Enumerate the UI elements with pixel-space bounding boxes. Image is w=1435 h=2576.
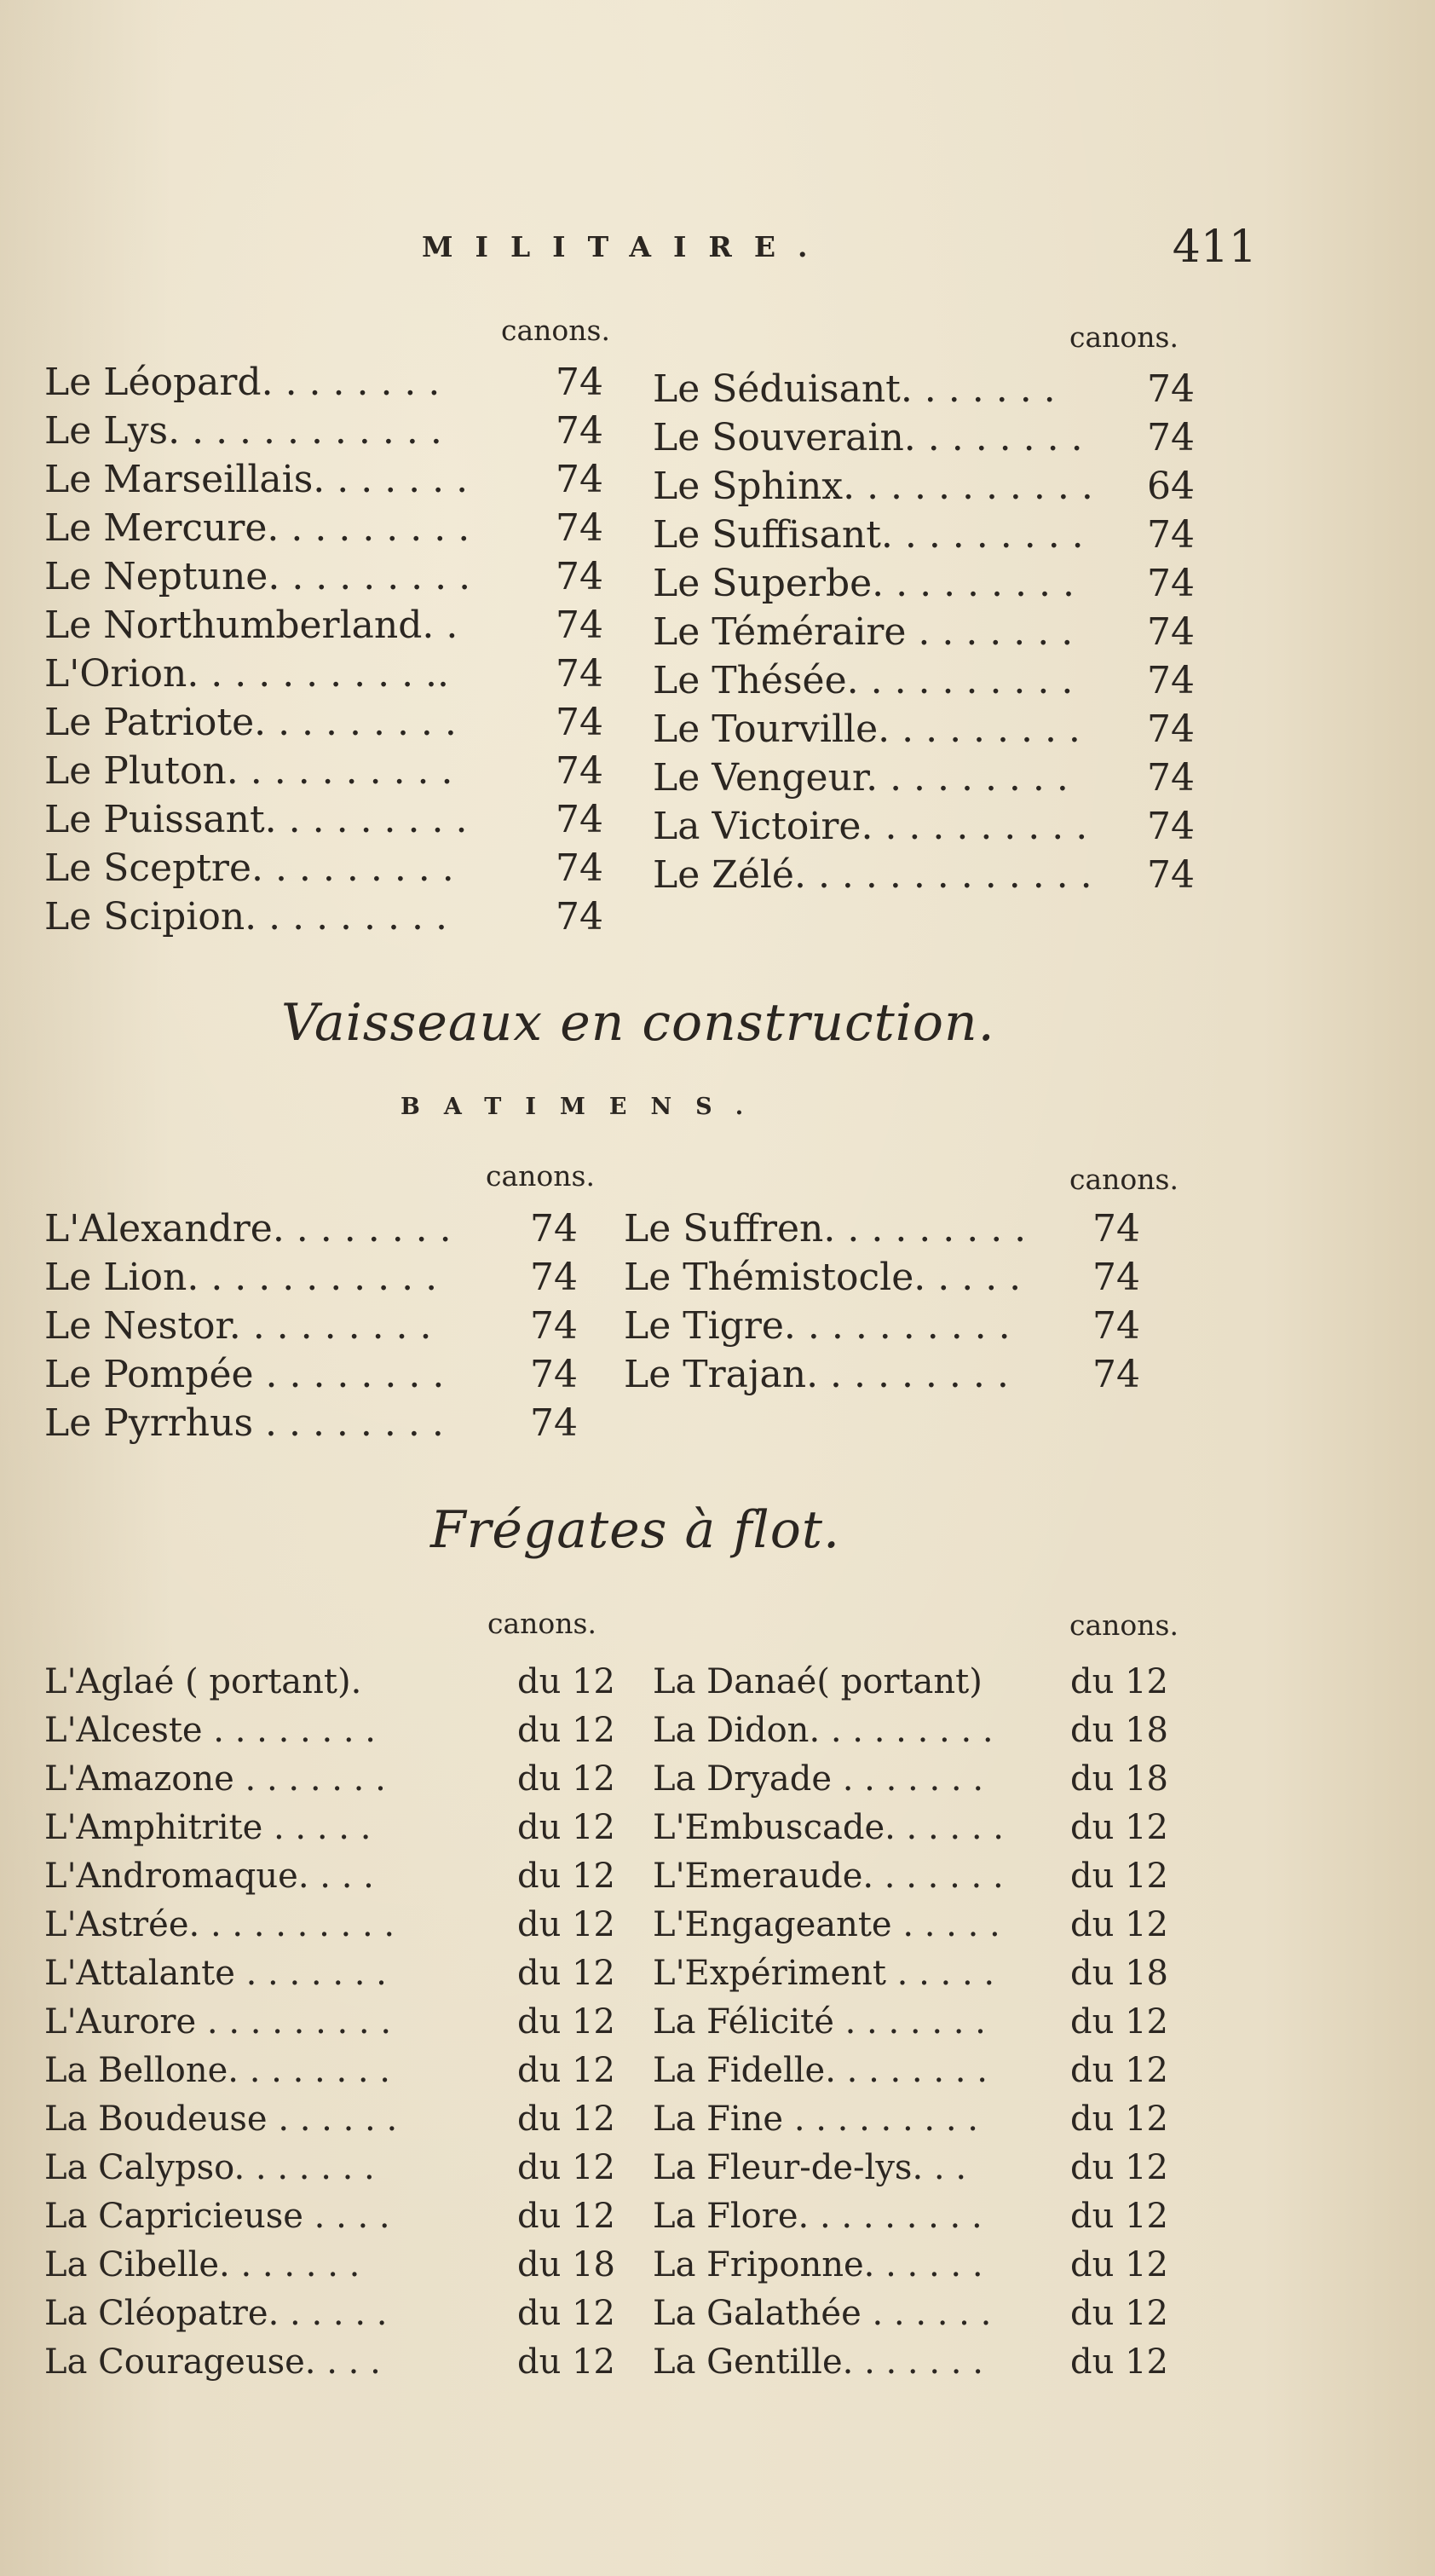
list-item [44,1350,624,1399]
ship-guns: du 12 [517,1905,615,1944]
ship-name: La Cibelle. . . . . . . [44,2245,360,2284]
ship-name: Le Marseillais. . . . . . . [44,458,469,501]
list-item [653,2338,1207,2387]
list-item [44,1755,641,1804]
vaisseaux-right-list [653,365,1198,899]
ship-guns: 74 [556,506,603,550]
col-head-canons-left-3: canons. [487,1607,596,1640]
fregates-right-list [653,1658,1207,2387]
list-item [653,2047,1207,2095]
construction-right-list [624,1204,1169,1399]
ship-name: Le Vengeur. . . . . . . . . [653,756,1069,800]
ship-name: L'Aglaé ( portant). [44,1662,362,1701]
ship-guns: du 12 [517,2197,615,2236]
ship-guns: du 12 [517,1759,615,1799]
ship-guns: du 12 [517,2099,615,2139]
ship-guns: du 12 [517,1662,615,1701]
ship-guns: 74 [1147,367,1195,411]
list-item [653,1804,1207,1852]
ship-guns: 74 [556,458,603,501]
ship-guns: du 12 [1070,2002,1168,2042]
ship-guns: du 12 [517,1857,615,1896]
ship-name: L'Amphitrite . . . . . [44,1808,372,1847]
ship-name: Le Souverain. . . . . . . . [653,416,1083,459]
ship-guns: du 12 [1070,2342,1168,2382]
ship-name: La Cléopatre. . . . . . [44,2294,388,2333]
ship-name: La Boudeuse . . . . . . [44,2099,398,2139]
ship-guns: du 12 [1070,2148,1168,2187]
ship-name: Le Tigre. . . . . . . . . . [624,1304,1011,1348]
ship-guns: du 12 [517,1711,615,1750]
ship-guns: 74 [556,409,603,453]
list-item [44,552,641,601]
ship-guns: du 12 [517,1808,615,1847]
ship-name: La Calypso. . . . . . . [44,2148,375,2187]
ship-guns: 74 [1147,853,1195,897]
list-item [653,365,1198,413]
ship-name: L'Orion. . . . . . . . . . .. [44,652,450,696]
list-item [653,2144,1207,2192]
ship-name: L'Embuscade. . . . . . [653,1808,1004,1847]
ship-name: La Courageuse. . . . [44,2342,381,2382]
ship-name: L'Amazone . . . . . . . [44,1759,386,1799]
ship-name: La Friponne. . . . . . [653,2245,983,2284]
ship-guns: du 18 [1070,1759,1168,1799]
ship-name: Le Pluton. . . . . . . . . . [44,749,453,793]
ship-name: Le Thémistocle. . . . . [624,1256,1022,1299]
list-item [653,2192,1207,2241]
ship-guns: du 12 [517,2294,615,2333]
col-head-canons-right-2: canons. [1069,1163,1179,1196]
section-title-construction: Vaisseaux en construction. [281,993,995,1053]
list-item [653,1949,1207,1998]
list-item [44,1707,641,1755]
ship-guns: du 12 [1070,2294,1168,2333]
ship-name: L'Expériment . . . . . [653,1954,995,1993]
ship-guns: 74 [556,652,603,696]
ship-guns: du 12 [1070,1808,1168,1847]
col-head-canons-right-3: canons. [1069,1609,1179,1642]
ship-guns: du 12 [517,1954,615,1993]
list-item [44,601,641,650]
page-number: 411 [1172,222,1257,273]
ship-guns: 74 [1147,805,1195,848]
list-item [44,1253,624,1302]
ship-name: Le Patriote. . . . . . . . . [44,701,457,744]
list-item [44,358,641,407]
list-item [44,747,641,795]
ship-guns: du 12 [1070,1662,1168,1701]
ship-name: Le Puissant. . . . . . . . . [44,798,468,841]
ship-name: La Fleur-de-lys. . . [653,2148,967,2187]
vaisseaux-left-list [44,358,641,941]
ship-guns: du 12 [517,2148,615,2187]
ship-guns: du 12 [517,2051,615,2090]
list-item [653,1658,1207,1707]
ship-name: Le Northumberland. . [44,604,458,647]
ship-name: L'Engageante . . . . . [653,1905,1000,1944]
list-item [653,462,1198,511]
list-item [653,413,1198,462]
ship-name: L'Andromaque. . . . [44,1857,374,1896]
list-item [653,2290,1207,2338]
ship-guns: 74 [1147,610,1195,654]
ship-name: Le Superbe. . . . . . . . . [653,562,1075,605]
list-item [653,2241,1207,2290]
list-item [44,795,641,844]
ship-guns: 74 [1147,708,1195,751]
col-head-canons-left-2: canons. [486,1159,595,1193]
list-item [653,656,1198,705]
list-item [653,2095,1207,2144]
col-head-canons-left: canons. [501,314,610,347]
ship-guns: du 12 [1070,2245,1168,2284]
ship-guns: 74 [1092,1353,1140,1396]
list-item [44,504,641,552]
section-title-fregates: Frégates à flot. [430,1500,841,1560]
ship-guns: 74 [556,749,603,793]
ship-guns: 74 [530,1207,578,1250]
ship-name: Le Tourville. . . . . . . . . [653,708,1081,751]
ship-name: La Fidelle. . . . . . . . [653,2051,988,2090]
ship-name: Le Zélé. . . . . . . . . . . . . [653,853,1092,897]
ship-guns: 74 [1092,1207,1140,1250]
list-item [44,2144,641,2192]
ship-guns: 74 [556,361,603,404]
ship-guns: 74 [530,1304,578,1348]
ship-name: Le Léopard. . . . . . . . [44,361,441,404]
ship-guns: 74 [556,895,603,939]
ship-name: Le Neptune. . . . . . . . . [44,555,471,598]
ship-name: Le Suffren. . . . . . . . . [624,1207,1027,1250]
ship-guns: du 12 [1070,2197,1168,2236]
ship-guns: du 12 [1070,2099,1168,2139]
ship-guns: 74 [1147,659,1195,702]
ship-name: Le Lion. . . . . . . . . . . [44,1256,438,1299]
list-item [44,2290,641,2338]
ship-guns: 74 [1092,1256,1140,1299]
ship-name: La Danaé( portant) [653,1662,983,1701]
list-item [653,559,1198,608]
ship-guns: du 18 [517,2245,615,2284]
ship-name: Le Nestor. . . . . . . . . [44,1304,432,1348]
ship-name: Le Sphinx. . . . . . . . . . . [653,465,1093,508]
list-item [44,2192,641,2241]
ship-guns: 74 [1092,1304,1140,1348]
ship-name: Le Trajan. . . . . . . . . [624,1353,1009,1396]
ship-name: La Dryade . . . . . . . [653,1759,984,1799]
list-item [44,650,641,698]
ship-name: L'Aurore . . . . . . . . . [44,2002,392,2042]
ship-guns: du 12 [1070,2051,1168,2090]
ship-name: L'Astrée. . . . . . . . . . [44,1905,395,1944]
list-item [653,1901,1207,1949]
ship-name: Le Téméraire . . . . . . . [653,610,1074,654]
ship-guns: 74 [1147,562,1195,605]
list-item [44,1399,624,1447]
ship-name: Le Pompée . . . . . . . . [44,1353,445,1396]
ship-name: L'Emeraude. . . . . . . [653,1857,1004,1896]
ship-name: L'Alceste . . . . . . . . [44,1711,377,1750]
ship-name: La Flore. . . . . . . . . [653,2197,983,2236]
ship-name: Le Mercure. . . . . . . . . [44,506,470,550]
ship-name: Le Thésée. . . . . . . . . . [653,659,1074,702]
list-item [44,407,641,455]
ship-name: La Didon. . . . . . . . . [653,1711,994,1750]
list-item [653,754,1198,802]
ship-guns: 74 [556,555,603,598]
list-item [44,844,641,892]
list-item [44,2338,641,2387]
ship-guns: 74 [556,701,603,744]
ship-guns: du 18 [1070,1711,1168,1750]
ship-name: Le Scipion. . . . . . . . . [44,895,447,939]
header-title: MILITAIRE. [422,230,830,263]
ship-guns: du 12 [517,2002,615,2042]
construction-left-list [44,1204,624,1447]
list-item [653,705,1198,754]
running-header [422,222,1257,290]
list-item [44,892,641,941]
list-item [653,608,1198,656]
list-item [44,1204,624,1253]
list-item [624,1350,1169,1399]
list-item [653,1755,1207,1804]
ship-name: La Fine . . . . . . . . . [653,2099,978,2139]
list-item [653,1852,1207,1901]
list-item [44,1658,641,1707]
ship-guns: 74 [530,1256,578,1299]
ship-guns: 74 [1147,513,1195,557]
ship-name: Le Sceptre. . . . . . . . . [44,846,454,890]
ship-guns: 74 [556,846,603,890]
list-item [44,2047,641,2095]
ship-name: L'Alexandre. . . . . . . . [44,1207,452,1250]
ship-guns: du 18 [1070,1954,1168,1993]
ship-name: La Félicité . . . . . . . [653,2002,986,2042]
ship-guns: 74 [530,1401,578,1445]
ship-name: La Capricieuse . . . . [44,2197,390,2236]
list-item [44,455,641,504]
list-item [653,802,1198,851]
ship-name: Le Suffisant. . . . . . . . . [653,513,1084,557]
ship-guns: du 12 [1070,1905,1168,1944]
ship-guns: 74 [556,604,603,647]
list-item [44,1302,624,1350]
ship-guns: 64 [1147,465,1195,508]
list-item [44,1804,641,1852]
list-item [653,511,1198,559]
list-item [653,1707,1207,1755]
list-item [653,1998,1207,2047]
list-item [44,1901,641,1949]
list-item [44,2095,641,2144]
ship-name: Le Séduisant. . . . . . . [653,367,1056,411]
list-item [624,1204,1169,1253]
list-item [44,1998,641,2047]
ship-name: La Bellone. . . . . . . . [44,2051,391,2090]
list-item [624,1253,1169,1302]
ship-guns: 74 [1147,416,1195,459]
ship-name: L'Attalante . . . . . . . [44,1954,387,1993]
ship-name: La Galathée . . . . . . [653,2294,992,2333]
ship-name: Le Pyrrhus . . . . . . . . [44,1401,444,1445]
ship-name: La Gentille. . . . . . . [653,2342,983,2382]
fregates-left-list [44,1658,641,2387]
list-item [624,1302,1169,1350]
list-item [44,1852,641,1901]
ship-guns: du 12 [1070,1857,1168,1896]
ship-guns: 74 [530,1353,578,1396]
ship-guns: du 12 [517,2342,615,2382]
ship-guns: 74 [1147,756,1195,800]
ship-name: Le Lys. . . . . . . . . . . . [44,409,442,453]
list-item [44,2241,641,2290]
col-head-canons-right: canons. [1069,321,1179,354]
ship-guns: 74 [556,798,603,841]
ship-name: La Victoire. . . . . . . . . . [653,805,1088,848]
list-item [653,851,1198,899]
list-item [44,698,641,747]
list-item [44,1949,641,1998]
subsection-batimens: BATIMENS. [401,1094,768,1120]
